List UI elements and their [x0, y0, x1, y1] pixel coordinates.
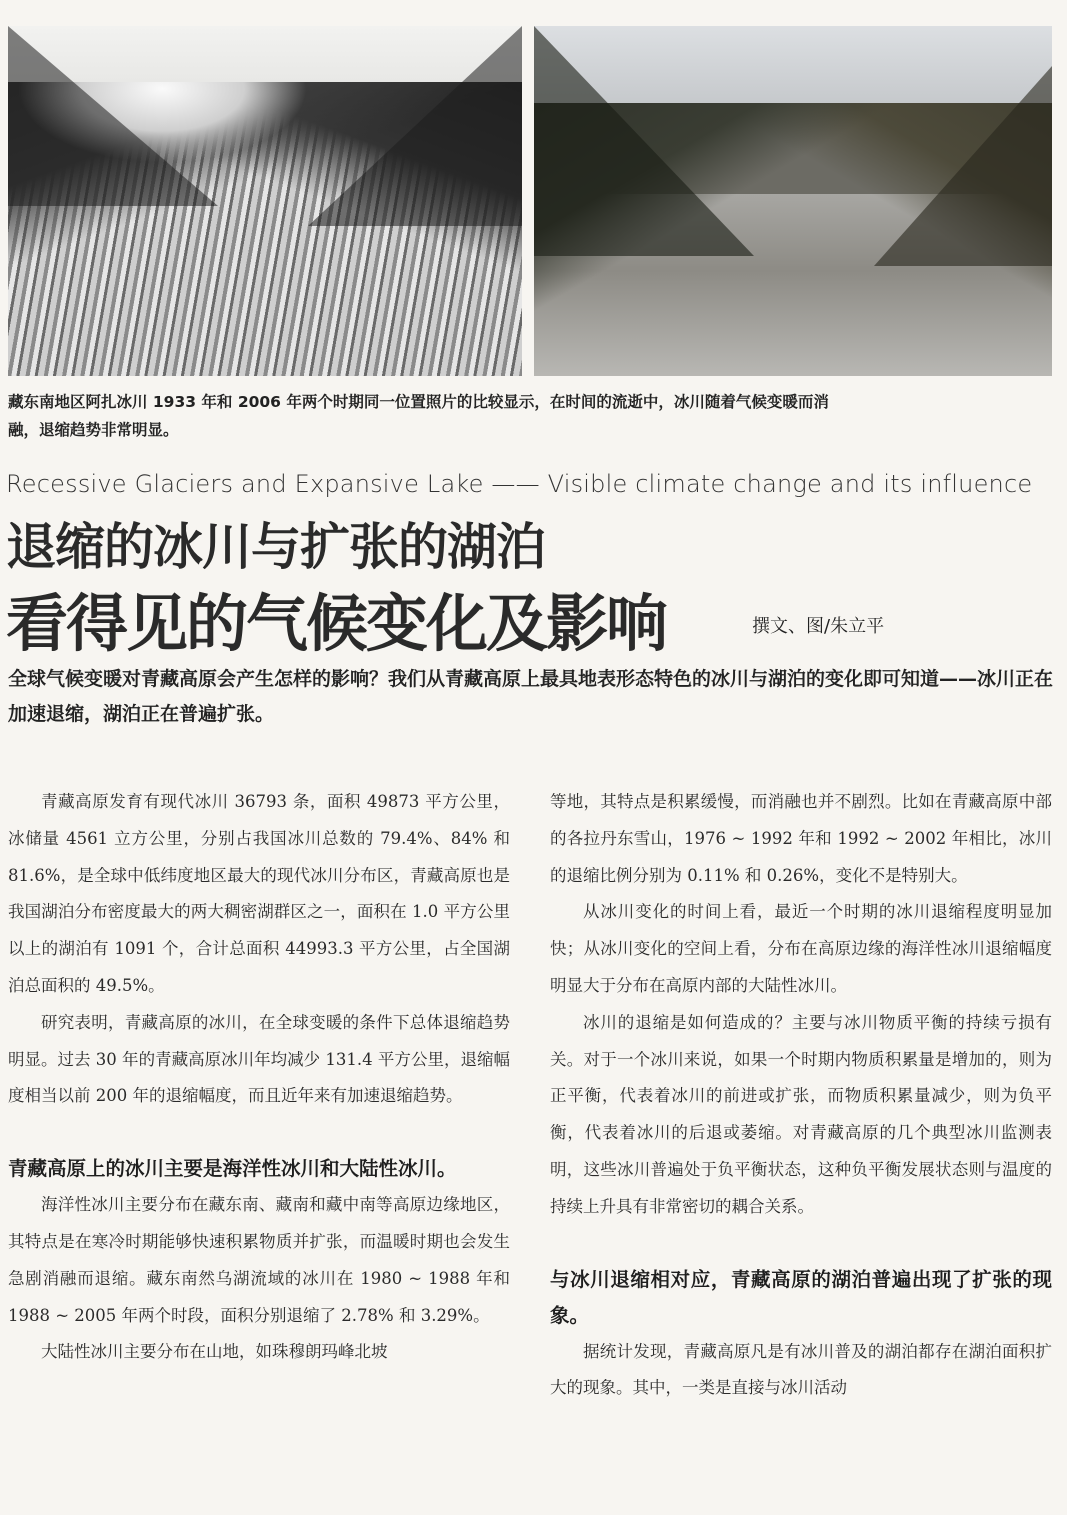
body-paragraph: 研究表明，青藏高原的冰川，在全球变暖的条件下总体退缩趋势明显。过去 30 年的青藏高原冰川年均减少 131.4 平方公里，退缩幅度相当以前 200 年的退缩幅度，而且近年来有加速退缩趋势。: [8, 1012, 510, 1106]
body-paragraph: 冰川的退缩是如何造成的？主要与冰川物质平衡的持续亏损有关。对于一个冰川来说，如果一个时期内物质积累量是增加的，则为正平衡，代表着冰川的前进或扩张，而物质积累量减少，则为负平衡，代表着冰川的后退或萎缩。对青藏高原的几个典型冰川监测表明，这些冰川普遍处于负平衡状态，这种负平衡发展状态则与温度的持续上升具有非常密切的耦合关系。: [550, 1012, 1052, 1216]
body-paragraph: 等地，其特点是积累缓慢，而消融也并不剧烈。比如在青藏高原中部的各拉丹东雪山，1976 ~ 1992 年和 1992 ~ 2002 年相比，冰川的退缩比例分别为 0.11% 和 0.26%，变化不是特别大。: [550, 792, 1052, 885]
body-paragraph: 大陆性冰川主要分布在山地，如珠穆朗玛峰北坡: [41, 1342, 388, 1362]
section-heading: 与冰川退缩相对应，青藏高原的湖泊普遍出现了扩张的现象。: [550, 1267, 1052, 1327]
section-heading: 青藏高原上的冰川主要是海洋性冰川和大陆性冰川。: [8, 1157, 457, 1181]
photo-caption: 藏东南地区阿扎冰川 1933 年和 2006 年两个时期同一位置照片的比较显示，在时间的流逝中，冰川随着气候变暖而消融，退缩趋势非常明显。: [8, 393, 829, 439]
byline: 撰文、图/朱立平: [752, 616, 885, 637]
left-column: [8, 784, 510, 1371]
body-paragraph: 从冰川变化的时间上看，最近一个时期的冰川退缩程度明显加快；从冰川变化的空间上看，分布在高原边缘的海洋性冰川退缩幅度明显大于分布在高原内部的大陆性冰川。: [550, 902, 1052, 995]
body-paragraph: 据统计发现，青藏高原凡是有冰川普及的湖泊都存在湖泊面积扩大的现象。其中，一类是直接与冰川活动: [550, 1341, 1052, 1398]
chinese-title-line1: 退缩的冰川与扩张的湖泊: [6, 517, 545, 576]
right-column: [550, 784, 1052, 1407]
english-title: Recessive Glaciers and Expansive Lake —— Visible climate change and its influence: [6, 470, 1033, 498]
chinese-title-line2: 看得见的气候变化及影响: [6, 587, 667, 660]
lede-paragraph: 全球气候变暖对青藏高原会产生怎样的影响？我们从青藏高原上最具地表形态特色的冰川与湖泊的变化即可知道——冰川正在加速退缩，湖泊正在普遍扩张。: [8, 668, 1054, 725]
glacier-photo-2006: [534, 26, 1052, 376]
body-paragraph: 海洋性冰川主要分布在藏东南、藏南和藏中南等高原边缘地区，其特点是在寒冷时期能够快速积累物质并扩张，而温暖时期也会发生急剧消融而退缩。藏东南然乌湖流域的冰川在 1980 ~ 1988 年和 1988 ~ 2005 年两个时段，面积分别退缩了 2.78% 和 3.29%。: [8, 1195, 510, 1325]
body-paragraph: 青藏高原发育有现代冰川 36793 条，面积 49873 平方公里，冰储量 4561 立方公里，分别占我国冰川总数的 79.4%、84% 和 81.6%，是全球中低纬度地区最大的现代冰川分布区，青藏高原也是我国湖泊分布密度最大的两大稠密湖群区之一，面积在 1.0 平方公里以上的湖泊有 1091 个，合计总面积 44993.3 平方公里，占全国湖泊总面积的 49.5%。: [8, 792, 510, 995]
glacier-photo-1933: [8, 26, 522, 376]
